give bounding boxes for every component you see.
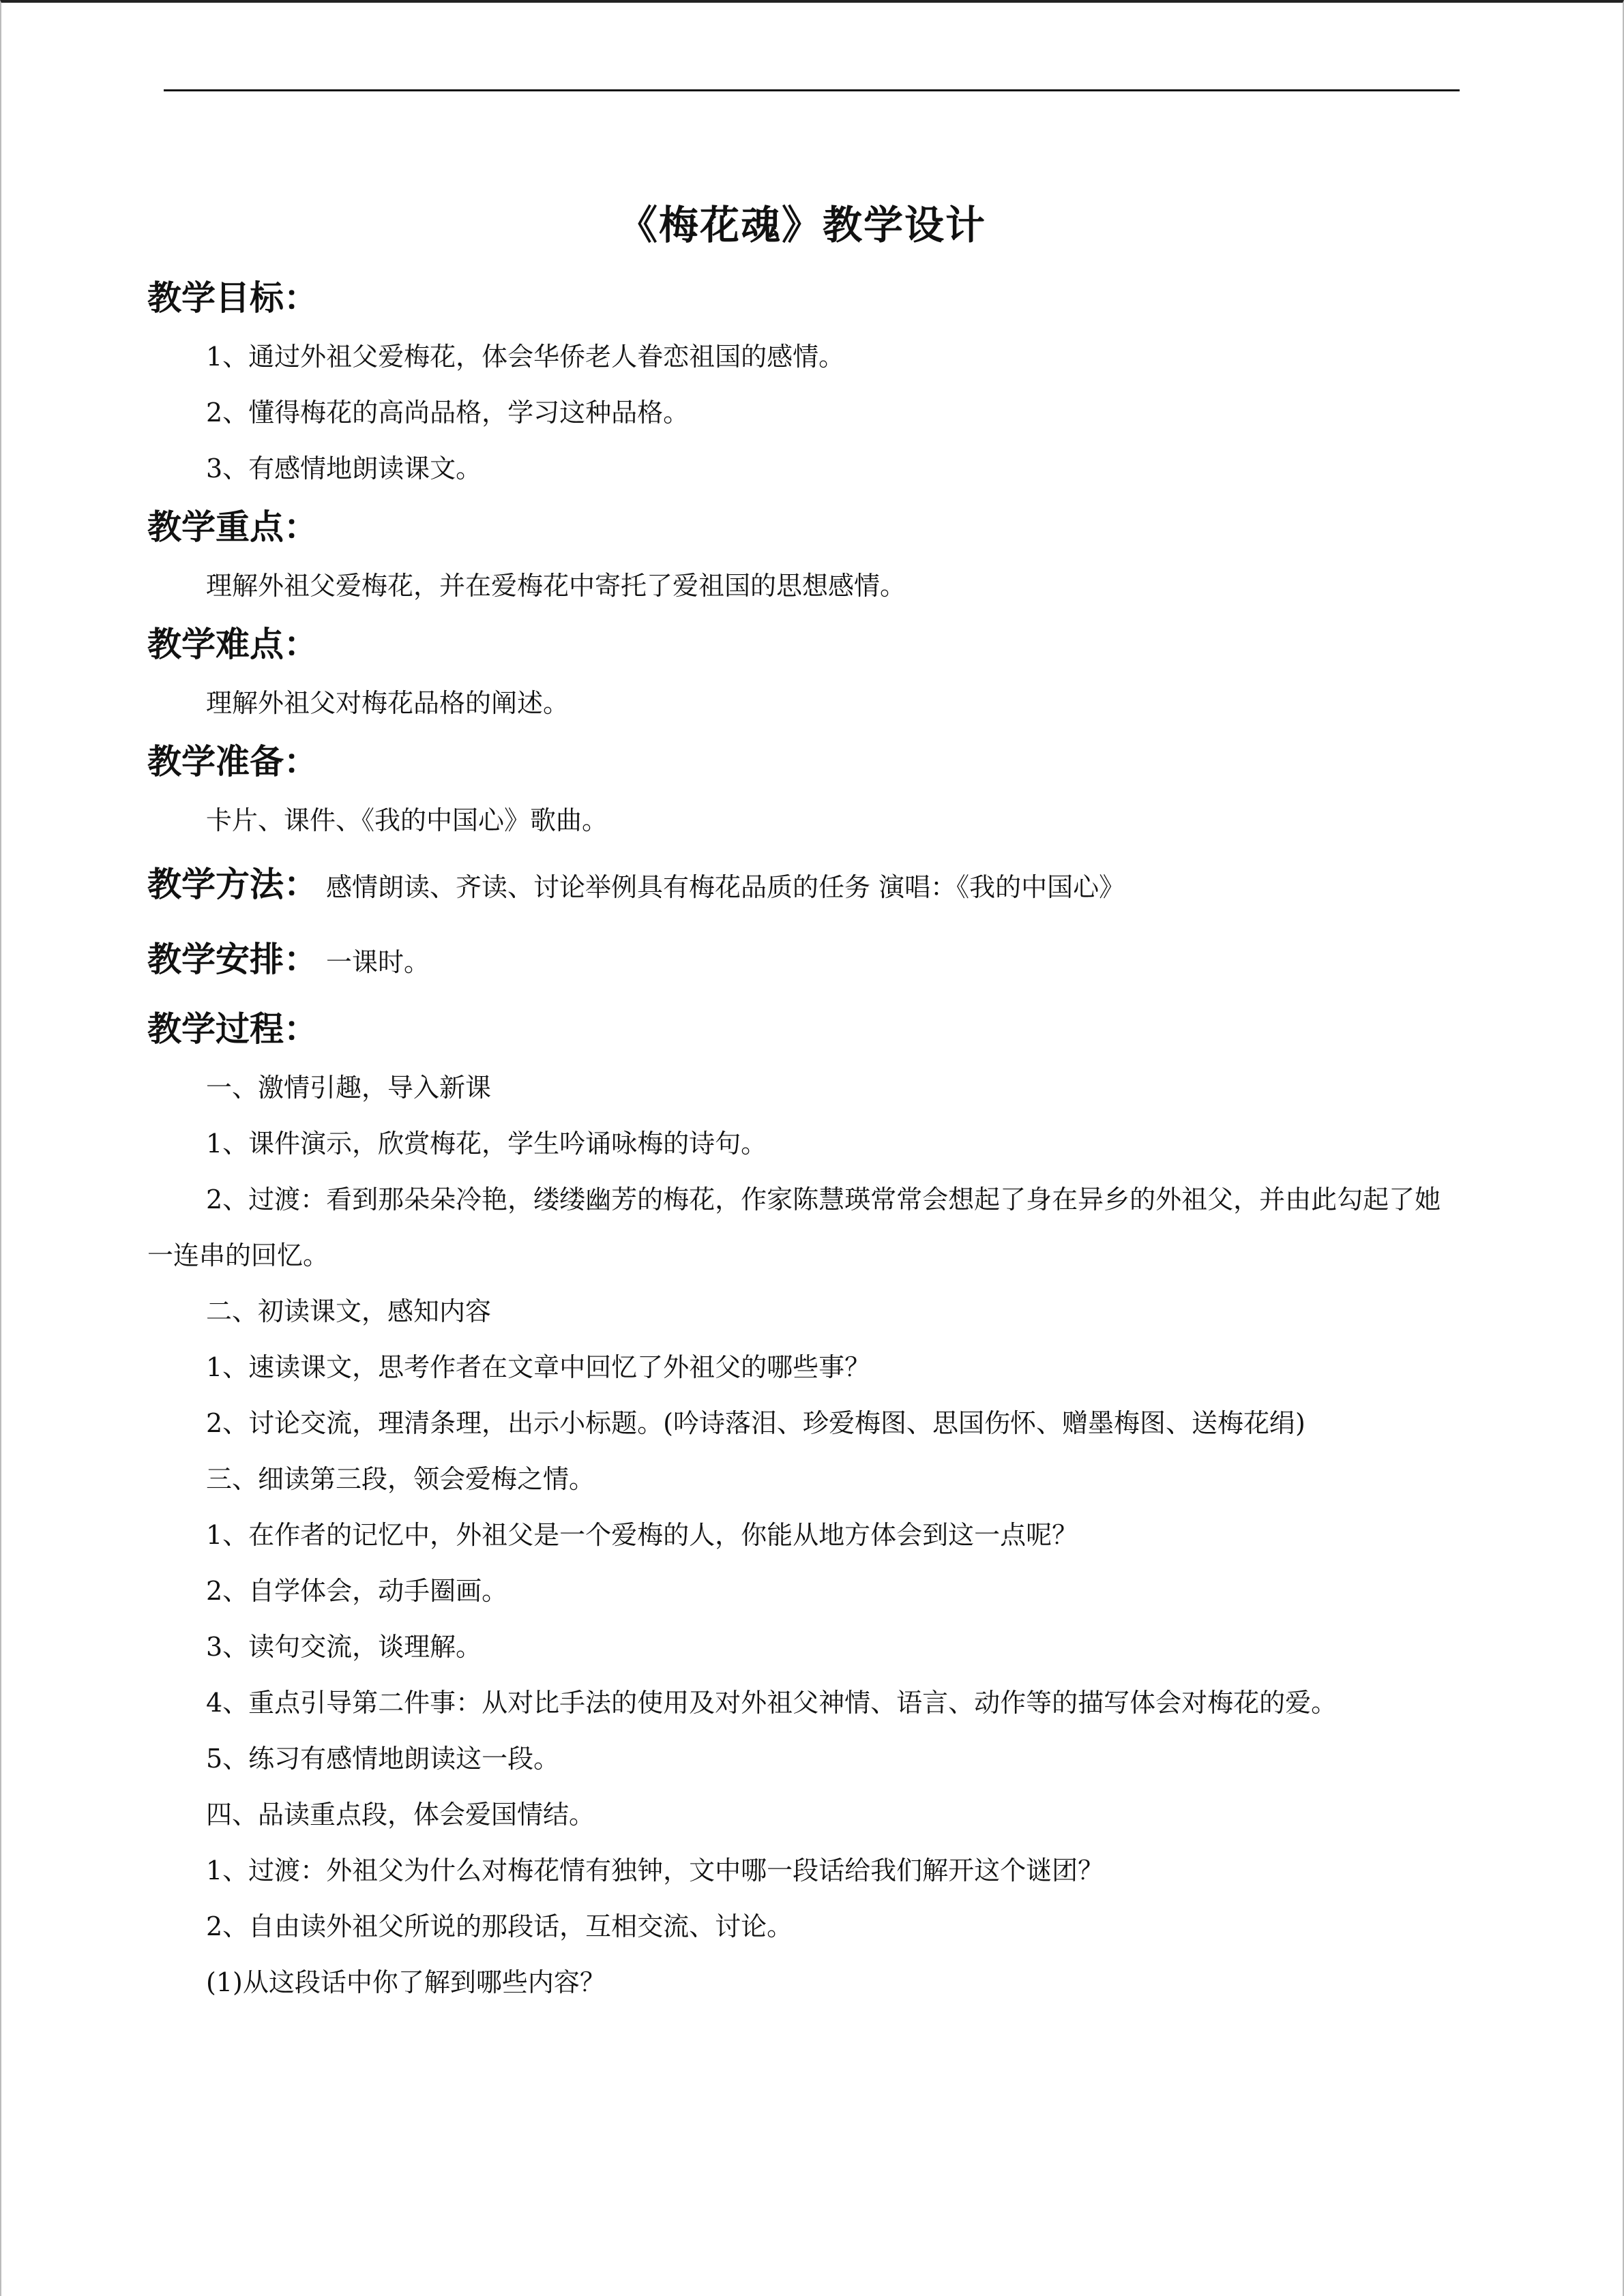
objective-item: 1、通过外祖父爱梅花，体会华侨老人眷恋祖国的感情。: [206, 342, 845, 372]
process-line: 2、过渡：看到那朵朵冷艳，缕缕幽芳的梅花，作家陈慧瑛常常会想起了身在异乡的外祖父，并由此勾起了她一连串的回忆。: [147, 1184, 1441, 1270]
document-body: [147, 191, 1457, 2010]
process-heading: 教学过程：: [147, 1009, 318, 1049]
objectives-section: [147, 267, 1457, 496]
objective-item: 3、有感情地朗读课文。: [206, 453, 482, 483]
preparation-heading: 教学准备：: [147, 742, 318, 781]
process-line: 1、速读课文，思考作者在文章中回忆了外祖父的哪些事？: [206, 1352, 871, 1382]
key-points-text: 理解外祖父爱梅花，并在爱梅花中寄托了爱祖国的思想感情。: [206, 571, 906, 601]
objectives-heading: 教学目标：: [147, 278, 318, 318]
document-title: 《梅花魂》教学设计: [617, 202, 986, 248]
process-line: 三、细读第三段，领会爱梅之情。: [206, 1464, 595, 1494]
objective-item: 2、懂得梅花的高尚品格，学习这种品格。: [206, 398, 690, 428]
arrangement-section: [147, 923, 1457, 998]
process-line: 4、重点引导第二件事：从对比手法的使用及对外祖父神情、语言、动作等的描写体会对梅花的爱。: [206, 1688, 1338, 1718]
difficulties-text: 理解外祖父对梅花品格的阐述。: [206, 688, 570, 718]
methods-section: [147, 848, 1457, 923]
methods-text: 感情朗读、齐读、讨论举例具有梅花品质的任务 演唱：《我的中国心》: [326, 872, 1125, 902]
process-line: 2、讨论交流，理清条理，出示小标题。(吟诗落泪、珍爱梅图、思国伤怀、赠墨梅图、送梅花绢): [206, 1408, 1305, 1438]
process-line: 四、品读重点段，体会爱国情结。: [206, 1800, 595, 1830]
process-line: 5、练习有感情地朗读这一段。: [206, 1744, 560, 1774]
process-line: 1、课件演示，欣赏梅花，学生吟诵咏梅的诗句。: [206, 1129, 767, 1159]
header-rule: [164, 89, 1460, 91]
key-points-section: [147, 496, 1457, 614]
arrangement-heading: 教学安排：: [147, 940, 318, 979]
arrangement-text: 一课时。: [326, 947, 430, 977]
preparation-section: [147, 731, 1457, 848]
preparation-text: 卡片、课件、《我的中国心》歌曲。: [206, 805, 608, 835]
difficulties-section: [147, 614, 1457, 731]
difficulties-heading: 教学难点：: [147, 625, 318, 664]
process-line: 一、激情引趣，导入新课: [206, 1073, 492, 1103]
process-line: 1、过渡：外祖父为什么对梅花情有独钟，文中哪一段话给我们解开这个谜团？: [206, 1855, 1104, 1885]
process-section: [147, 998, 1457, 2010]
methods-heading: 教学方法：: [147, 865, 318, 904]
process-line: 2、自由读外祖父所说的那段话，互相交流、讨论。: [206, 1911, 793, 1941]
process-line: 1、在作者的记忆中，外祖父是一个爱梅的人，你能从地方体会到这一点呢？: [206, 1520, 1078, 1550]
process-line: 2、自学体会，动手圈画。: [206, 1576, 508, 1606]
process-line: (1)从这段话中你了解到哪些内容？: [206, 1967, 606, 1997]
process-line: 3、读句交流，谈理解。: [206, 1632, 482, 1662]
process-line: 二、初读课文，感知内容: [206, 1296, 492, 1326]
key-points-heading: 教学重点：: [147, 507, 318, 547]
